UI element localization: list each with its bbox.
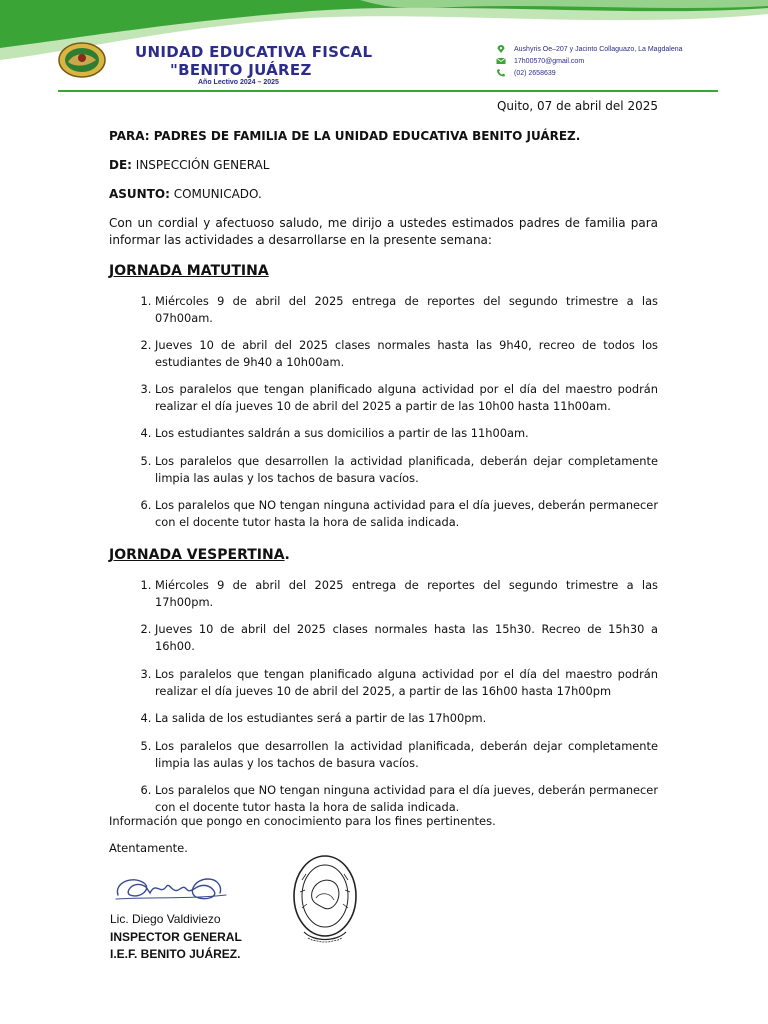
list-item: 6. Los paralelos que NO tengan ninguna actividad para el día jueves, deberán permanecer con el docente tutor hasta la hora de salida indicada. xyxy=(155,782,658,816)
section-title-vespertina-suffix: . xyxy=(284,547,290,563)
signature-image xyxy=(110,865,230,907)
list-item: 1. Miércoles 9 de abril del 2025 entrega de reportes del segundo trimestre a las 17h00pm. xyxy=(155,577,658,611)
signer-institution: I.E.F. BENITO JUÁREZ. xyxy=(110,947,241,961)
signer-name: Lic. Diego Valdiviezo xyxy=(110,912,221,926)
closing-statement: Información que pongo en conocimiento para los fines pertinentes. xyxy=(109,814,496,828)
vespertina-list xyxy=(109,577,658,816)
letter-sender xyxy=(109,157,269,174)
letter-subject xyxy=(109,186,262,203)
contact-address-text: Aushyris Oe–207 y Jacinto Collaguazo, La Magdalena xyxy=(514,45,683,53)
list-item: 3. Los paralelos que tengan planificado alguna actividad por el día del maestro podrán realizar el día jueves 10 de abril del 2025 a partir de las 10h00 hasta 11h00am. xyxy=(155,381,658,415)
contact-address xyxy=(496,45,683,53)
matutina-list xyxy=(109,293,658,531)
list-item: 4. La salida de los estudiantes será a partir de las 17h00pm. xyxy=(155,710,658,727)
contact-email xyxy=(496,57,584,65)
letter-date: Quito, 07 de abril del 2025 xyxy=(496,99,658,113)
letter-intro: Con un cordial y afectuoso saludo, me dirijo a ustedes estimados padres de familia para informar las actividades a desarrollarse en la presente semana: xyxy=(109,216,658,247)
sender-value: INSPECCIÓN GENERAL xyxy=(131,158,270,172)
subject-label: ASUNTO: xyxy=(109,187,170,201)
list-item: 6. Los paralelos que NO tengan ninguna actividad para el día jueves, deberán permanecer con el docente tutor hasta la hora de salida indicada. xyxy=(155,497,658,531)
subject-value: COMUNICADO. xyxy=(169,187,262,201)
school-year: Año Lectivo 2024 – 2025 xyxy=(198,79,279,86)
header-divider xyxy=(58,90,718,92)
closing-salutation: Atentamente. xyxy=(109,841,188,855)
email-icon xyxy=(496,57,506,65)
list-item: 5. Los paralelos que desarrollen la actividad planificada, deberán dejar completamente limpia las aulas y los tachos de basura vacíos. xyxy=(155,453,658,487)
section-title-vespertina xyxy=(109,547,290,563)
sender-label: DE: xyxy=(109,158,132,172)
school-logo-icon xyxy=(58,42,106,78)
contact-phone xyxy=(496,69,556,77)
list-item: 2. Jueves 10 de abril del 2025 clases normales hasta las 15h30. Recreo de 15h30 a 16h00. xyxy=(155,621,658,655)
institution-seal-stamp xyxy=(290,852,360,947)
header-wave xyxy=(0,0,768,70)
contact-email-text: 17h00570@gmail.com xyxy=(514,57,585,65)
contact-phone-text: (02) 2658639 xyxy=(514,69,556,77)
list-item: 3. Los paralelos que tengan planificado alguna actividad por el día del maestro podrán realizar el día jueves 10 de abril del 2025, a partir de las 16h00 hasta 17h00pm xyxy=(155,666,658,700)
list-item: 2. Jueves 10 de abril del 2025 clases normales hasta las 9h40, recreo de todos los estudiantes de 9h40 a 10h00am. xyxy=(155,337,658,371)
phone-icon xyxy=(496,69,506,77)
section-title-matutina: JORNADA MATUTINA xyxy=(109,263,269,279)
location-icon xyxy=(496,45,506,53)
letter-recipient: PARA: PADRES DE FAMILIA DE LA UNIDAD EDUCATIVA BENITO JUÁREZ. xyxy=(109,129,581,143)
signer-role: INSPECTOR GENERAL xyxy=(110,930,242,944)
section-title-vespertina-text: JORNADA VESPERTINA xyxy=(109,547,285,563)
list-item: 1. Miércoles 9 de abril del 2025 entrega de reportes del segundo trimestre a las 07h00am. xyxy=(155,293,658,327)
list-item: 5. Los paralelos que desarrollen la actividad planificada, deberán dejar completamente limpia las aulas y los tachos de basura vacíos. xyxy=(155,738,658,772)
school-name-line-1: UNIDAD EDUCATIVA FISCAL xyxy=(135,43,373,61)
list-item: 4. Los estudiantes saldrán a sus domicilios a partir de las 11h00am. xyxy=(155,425,658,442)
school-name-line-2: "BENITO JUÁREZ xyxy=(170,61,312,79)
